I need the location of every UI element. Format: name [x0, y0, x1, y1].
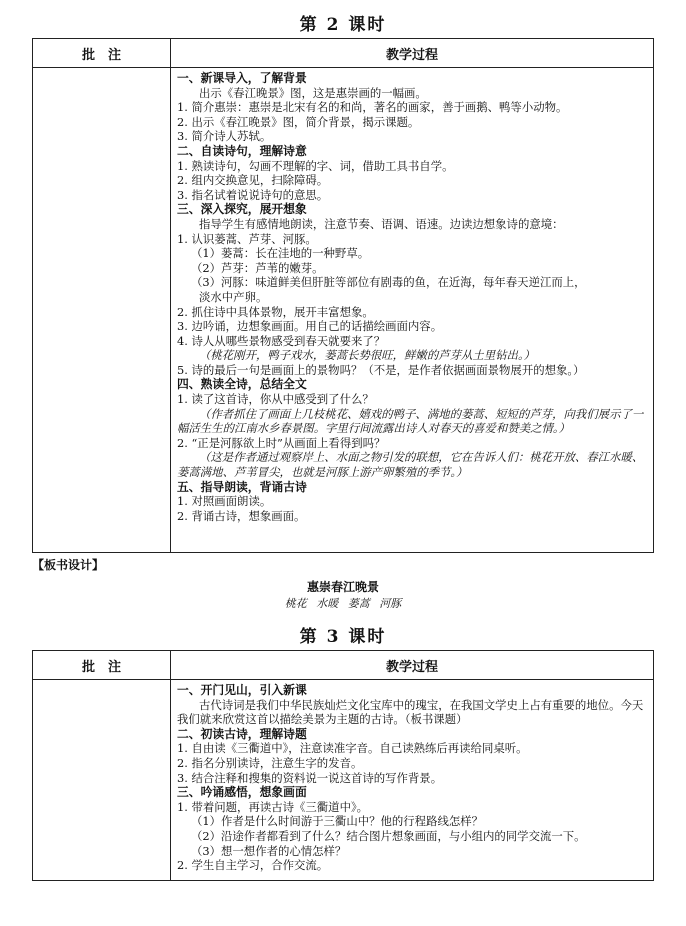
lesson2-title: 第 2 课时 — [299, 15, 387, 35]
content-line: 1. 对照画面朗读。 — [177, 494, 272, 509]
board-design-label: 【板书设计】 — [32, 558, 105, 572]
section-heading: 二、自读诗句，理解诗意 — [177, 143, 307, 158]
notes-cell — [33, 68, 171, 553]
content-line: （1）蒌蒿：长在洼地的一种野草。 — [191, 246, 370, 261]
content-line: 出示《春江晚景》图，这是惠崇画的一幅画。 — [199, 85, 427, 100]
lesson2-table — [32, 38, 654, 553]
content-line: 指导学生有感情地朗读，注意节奏、语调、语速。边读边想象诗的意境： — [199, 216, 564, 231]
content-line: （3）河豚：味道鲜美但肝脏等部位有剧毒的鱼，在近海，每年春天逆江而上， — [191, 275, 586, 290]
content-line: 4. 诗人从哪些景物感受到春天就要来了？ — [177, 333, 386, 348]
section-heading: 五、指导朗读，背诵古诗 — [177, 479, 307, 494]
section-heading: 三、深入探究，展开想象 — [177, 202, 307, 217]
content-line: （2）芦芽：芦苇的嫩芽。 — [191, 260, 324, 275]
section-heading: 一、新课导入，了解背景 — [177, 71, 307, 85]
content-line: 古代诗词是我们中华民族灿烂文化宝库中的瑰宝，在我国文学史上占有重要的地位。今天我们就来欣赏这首以描绘美景为主题的古诗。（板书课题） — [177, 697, 644, 727]
content-line: 2. 背诵古诗，想象画面。 — [177, 508, 306, 523]
process-column-header: 教学过程 — [171, 39, 654, 68]
content-line: 1. 读了这首诗，你从中感受到了什么？ — [177, 392, 374, 407]
section-heading: 一、开门见山，引入新课 — [177, 683, 307, 697]
content-line: （这是作者通过观察岸上、水面之物引发的联想，它在告诉人们：桃花开放、春江水暖、蒌蒿满地、芦苇冒尖，也就是河豚上游产卵繁殖的季节。） — [177, 450, 644, 480]
content-line: 1. 简介惠崇：惠崇是北宋有名的和尚，著名的画家，善于画鹅、鸭等小动物。 — [177, 100, 568, 115]
content-line: （2）沿途作者都看到了什么？结合图片想象画面，与小组内的同学交流一下。 — [191, 828, 586, 843]
process-column-header: 教学过程 — [171, 651, 654, 680]
process-cell — [171, 680, 654, 881]
board-keywords: 桃花 水暖 蒌蒿 河豚 — [284, 597, 402, 610]
content-line: 2. 抓住诗中具体景物，展开丰富想象。 — [177, 304, 374, 319]
content-line: 3. 边吟诵，边想象画面。用自己的话描绘画面内容。 — [177, 319, 443, 334]
notes-column-header: 批 注 — [33, 651, 171, 680]
content-line: 1. 认识蒌蒿、芦芽、河豚。 — [177, 231, 317, 246]
content-line: 1. 带着问题，再读古诗《三衢道中》。 — [177, 799, 369, 814]
content-line: 2. “正是河豚欲上时”从画面上看得到吗？ — [177, 435, 386, 450]
section-heading: 四、熟读全诗，总结全文 — [177, 377, 307, 392]
content-line: （1）作者是什么时间游于三衢山中？他的行程路线怎样？ — [191, 814, 484, 829]
content-line: 5. 诗的最后一句是画面上的景物吗？（不是，是作者依据画面景物展开的想象。） — [177, 362, 585, 377]
lesson3-table — [32, 650, 654, 881]
content-line: 2. 指名分别读诗，注意生字的发音。 — [177, 755, 363, 770]
process-cell — [171, 68, 654, 553]
section-heading: 三、吟诵感悟，想象画面 — [177, 785, 307, 800]
section-heading: 二、初读古诗，理解诗题 — [177, 726, 307, 741]
content-line: 3. 指名试着说说诗句的意思。 — [177, 187, 329, 202]
content-line: （作者抓住了画面上几枝桃花、嬉戏的鸭子、满地的蒌蒿、短短的芦芽，向我们展示了一幅活生生的江南水乡春景图。字里行间流露出诗人对春天的喜爱和赞美之情。） — [177, 406, 644, 436]
board-title: 惠崇春江晚景 — [306, 580, 379, 594]
content-line: 1. 自由读《三衢道中》，注意读准字音。自己读熟练后再读给同桌听。 — [177, 741, 528, 756]
content-line: （3）想一想作者的心情怎样？ — [191, 843, 347, 858]
content-line: （桃花刚开，鸭子戏水，蒌蒿长势很旺，鲜嫩的芦芽从土里钻出。） — [199, 348, 536, 363]
content-line: 2. 组内交换意见，扫除障碍。 — [177, 173, 329, 188]
content-line: 3. 结合注释和搜集的资料说一说这首诗的写作背景。 — [177, 770, 443, 785]
content-line: 2. 学生自主学习，合作交流。 — [177, 858, 329, 873]
content-line: 1. 熟读诗句，勾画不理解的字、词，借助工具书自学。 — [177, 158, 454, 173]
lesson3-content — [171, 680, 653, 875]
lesson3-title: 第 3 课时 — [299, 627, 387, 647]
notes-cell — [33, 680, 171, 881]
content-line: 淡水中产卵。 — [199, 289, 268, 304]
content-line: 2. 出示《春江晚景》图，简介背景，揭示课题。 — [177, 114, 420, 129]
notes-column-header: 批 注 — [33, 39, 171, 68]
lesson2-content — [171, 68, 653, 525]
content-line: 3. 简介诗人苏轼。 — [177, 129, 272, 144]
